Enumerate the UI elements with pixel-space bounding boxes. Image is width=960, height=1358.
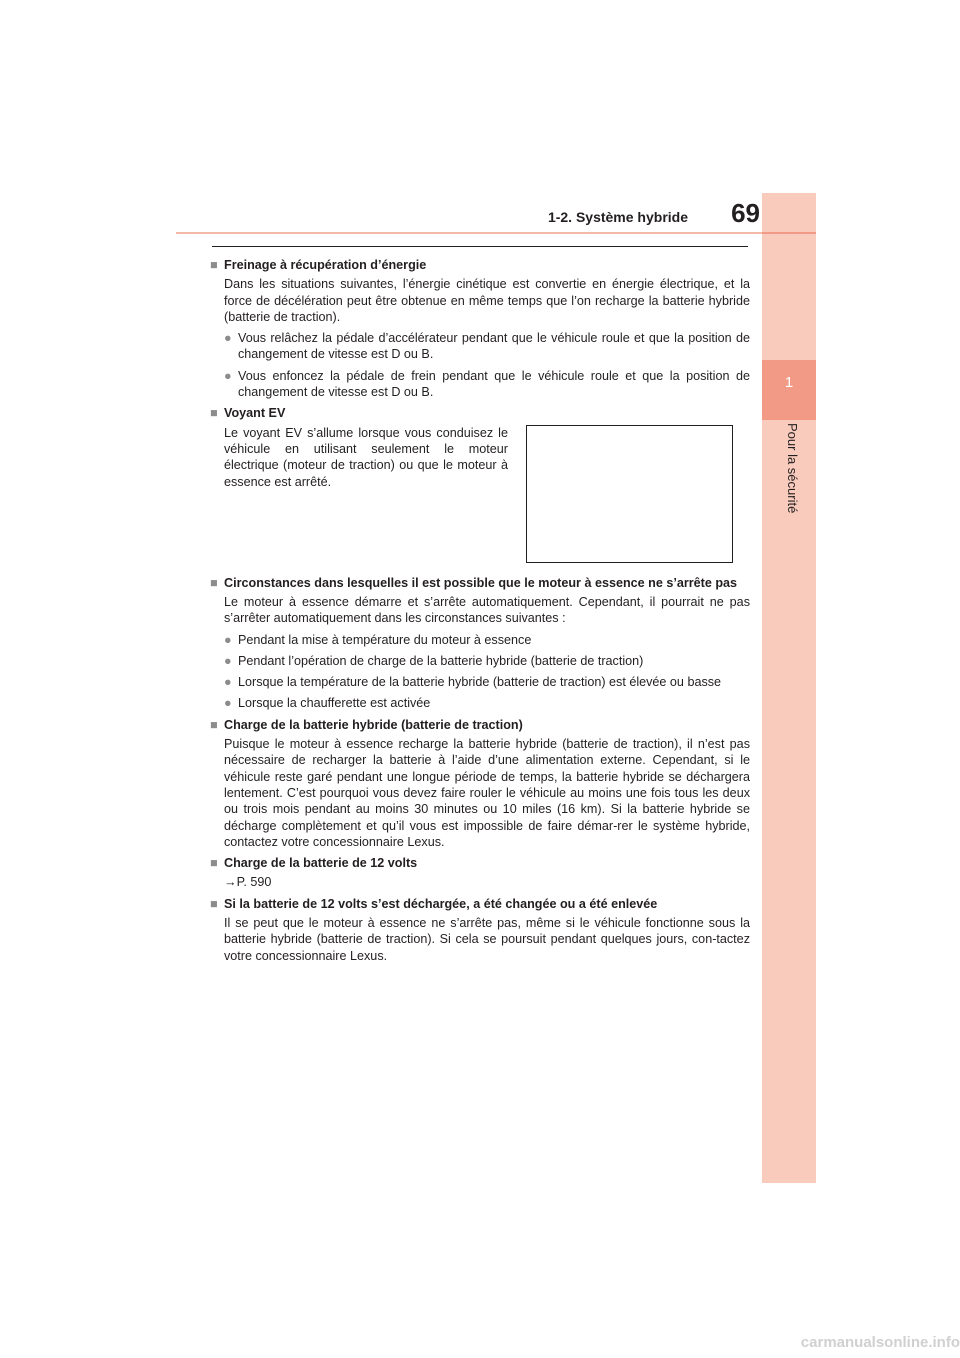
heading-charge-hybride [210,717,750,733]
page-reference-link[interactable]: →P. 590 [224,875,272,890]
list-item [224,674,750,690]
side-tab [762,193,816,1183]
list-item [224,368,750,401]
ev-indicator-figure [526,425,733,563]
list-item-text: Vous enfoncez la pédale de frein pendant que le véhicule roule et que la position de changement de vitesse est D ou B. [238,368,750,400]
dot-bullet-icon: ● [224,632,232,647]
list-item-text: Lorsque la chaufferette est activée [238,696,431,711]
heading-freinage [210,257,750,273]
heading-decharge-12v [210,896,750,912]
square-bullet-icon: ■ [210,896,218,911]
heading-text: Freinage à récupération d’énergie [224,258,427,272]
list-item [224,330,750,363]
content-rule [212,246,748,247]
page-content [210,257,750,969]
square-bullet-icon: ■ [210,856,218,871]
square-bullet-icon: ■ [210,575,218,590]
dot-bullet-icon: ● [224,368,232,383]
dot-bullet-icon: ● [224,653,232,668]
paragraph-freinage: Dans les situations suivantes, l’énergie cinétique est convertie en énergie électrique, et la force de décélération peut être obtenue en même temps que l’on recharge la batterie hybride (batterie de traction). [224,277,750,324]
square-bullet-icon: ■ [210,258,218,272]
list-item [224,632,750,648]
paragraph-voyant-ev: Le voyant EV s’allume lorsque vous conduisez le véhicule en utilisant seulement le moteur électrique (moteur de traction) ou que le moteur à essence est arrêté. [224,425,508,489]
dot-bullet-icon: ● [224,696,232,711]
page-number: 69 [731,198,760,228]
watermark: carmanualsonline.info [800,1334,960,1351]
heading-text: Circonstances dans lesquelles il est possible que le moteur à essence ne s’arrête pas [224,575,738,590]
paragraph-circonstances: Le moteur à essence démarre et s’arrête automatiquement. Cependant, il pourrait ne pas s’arrêter automatiquement dans les circonstances suivantes : [224,594,750,626]
square-bullet-icon: ■ [210,717,218,732]
heading-text: Si la batterie de 12 volts s’est déchargée, a été changée ou a été enlevée [224,896,658,911]
square-bullet-icon: ■ [210,406,218,421]
paragraph-decharge-12v: Il se peut que le moteur à essence ne s’arrête pas, même si le véhicule fonctionne sous la batterie hybride (batterie de traction). Si cela se poursuit pendant quelques jours, con-tactez votre concessionnaire Lexus. [224,916,750,963]
heading-voyant-ev [210,405,750,421]
list-item-text: Pendant la mise à température du moteur à essence [238,632,532,647]
section-title: 1-2. Système hybride [547,209,688,225]
heading-text: Voyant EV [224,406,286,421]
list-item [224,695,750,711]
chapter-label: Pour la sécurité [785,423,800,514]
dot-bullet-icon: ● [224,675,232,690]
paragraph-charge-hybride: Puisque le moteur à essence recharge la batterie hybride (batterie de traction), il n’est pas nécessaire de recharger la batterie à l’aide d’une alimentation externe. Cependant, si le véhicule reste garé pendant une longue période de temps, la batterie hybride se déchargera lentement. C’est pourquoi vous devez faire rouler le véhicule au moins une fois tous les deux ou trois mois pendant au moins 30 minutes ou 10 miles (16 km). Si la batterie hybride se décharge complètement et qu’il vous est impossible de faire démar-rer le système hybride, contactez votre concessionnaire Lexus. [224,737,750,849]
list-item-text: Vous relâchez la pédale d’accélérateur pendant que le véhicule roule et que la position de changement de vitesse est D ou B. [238,331,750,362]
header-rule-tab [762,232,816,234]
heading-text: Charge de la batterie hybride (batterie de traction) [224,717,523,732]
heading-text: Charge de la batterie de 12 volts [224,856,418,871]
heading-circonstances [210,575,750,591]
list-item-text: Pendant l’opération de charge de la batterie hybride (batterie de traction) [238,653,644,668]
list-item-text: Lorsque la température de la batterie hybride (batterie de traction) est élevée ou basse [238,675,722,690]
heading-charge-12v [210,855,750,871]
chapter-number: 1 [784,374,794,391]
list-item [224,653,750,669]
dot-bullet-icon: ● [224,331,232,346]
voyant-ev-block [210,425,750,563]
header-rule [176,232,762,234]
